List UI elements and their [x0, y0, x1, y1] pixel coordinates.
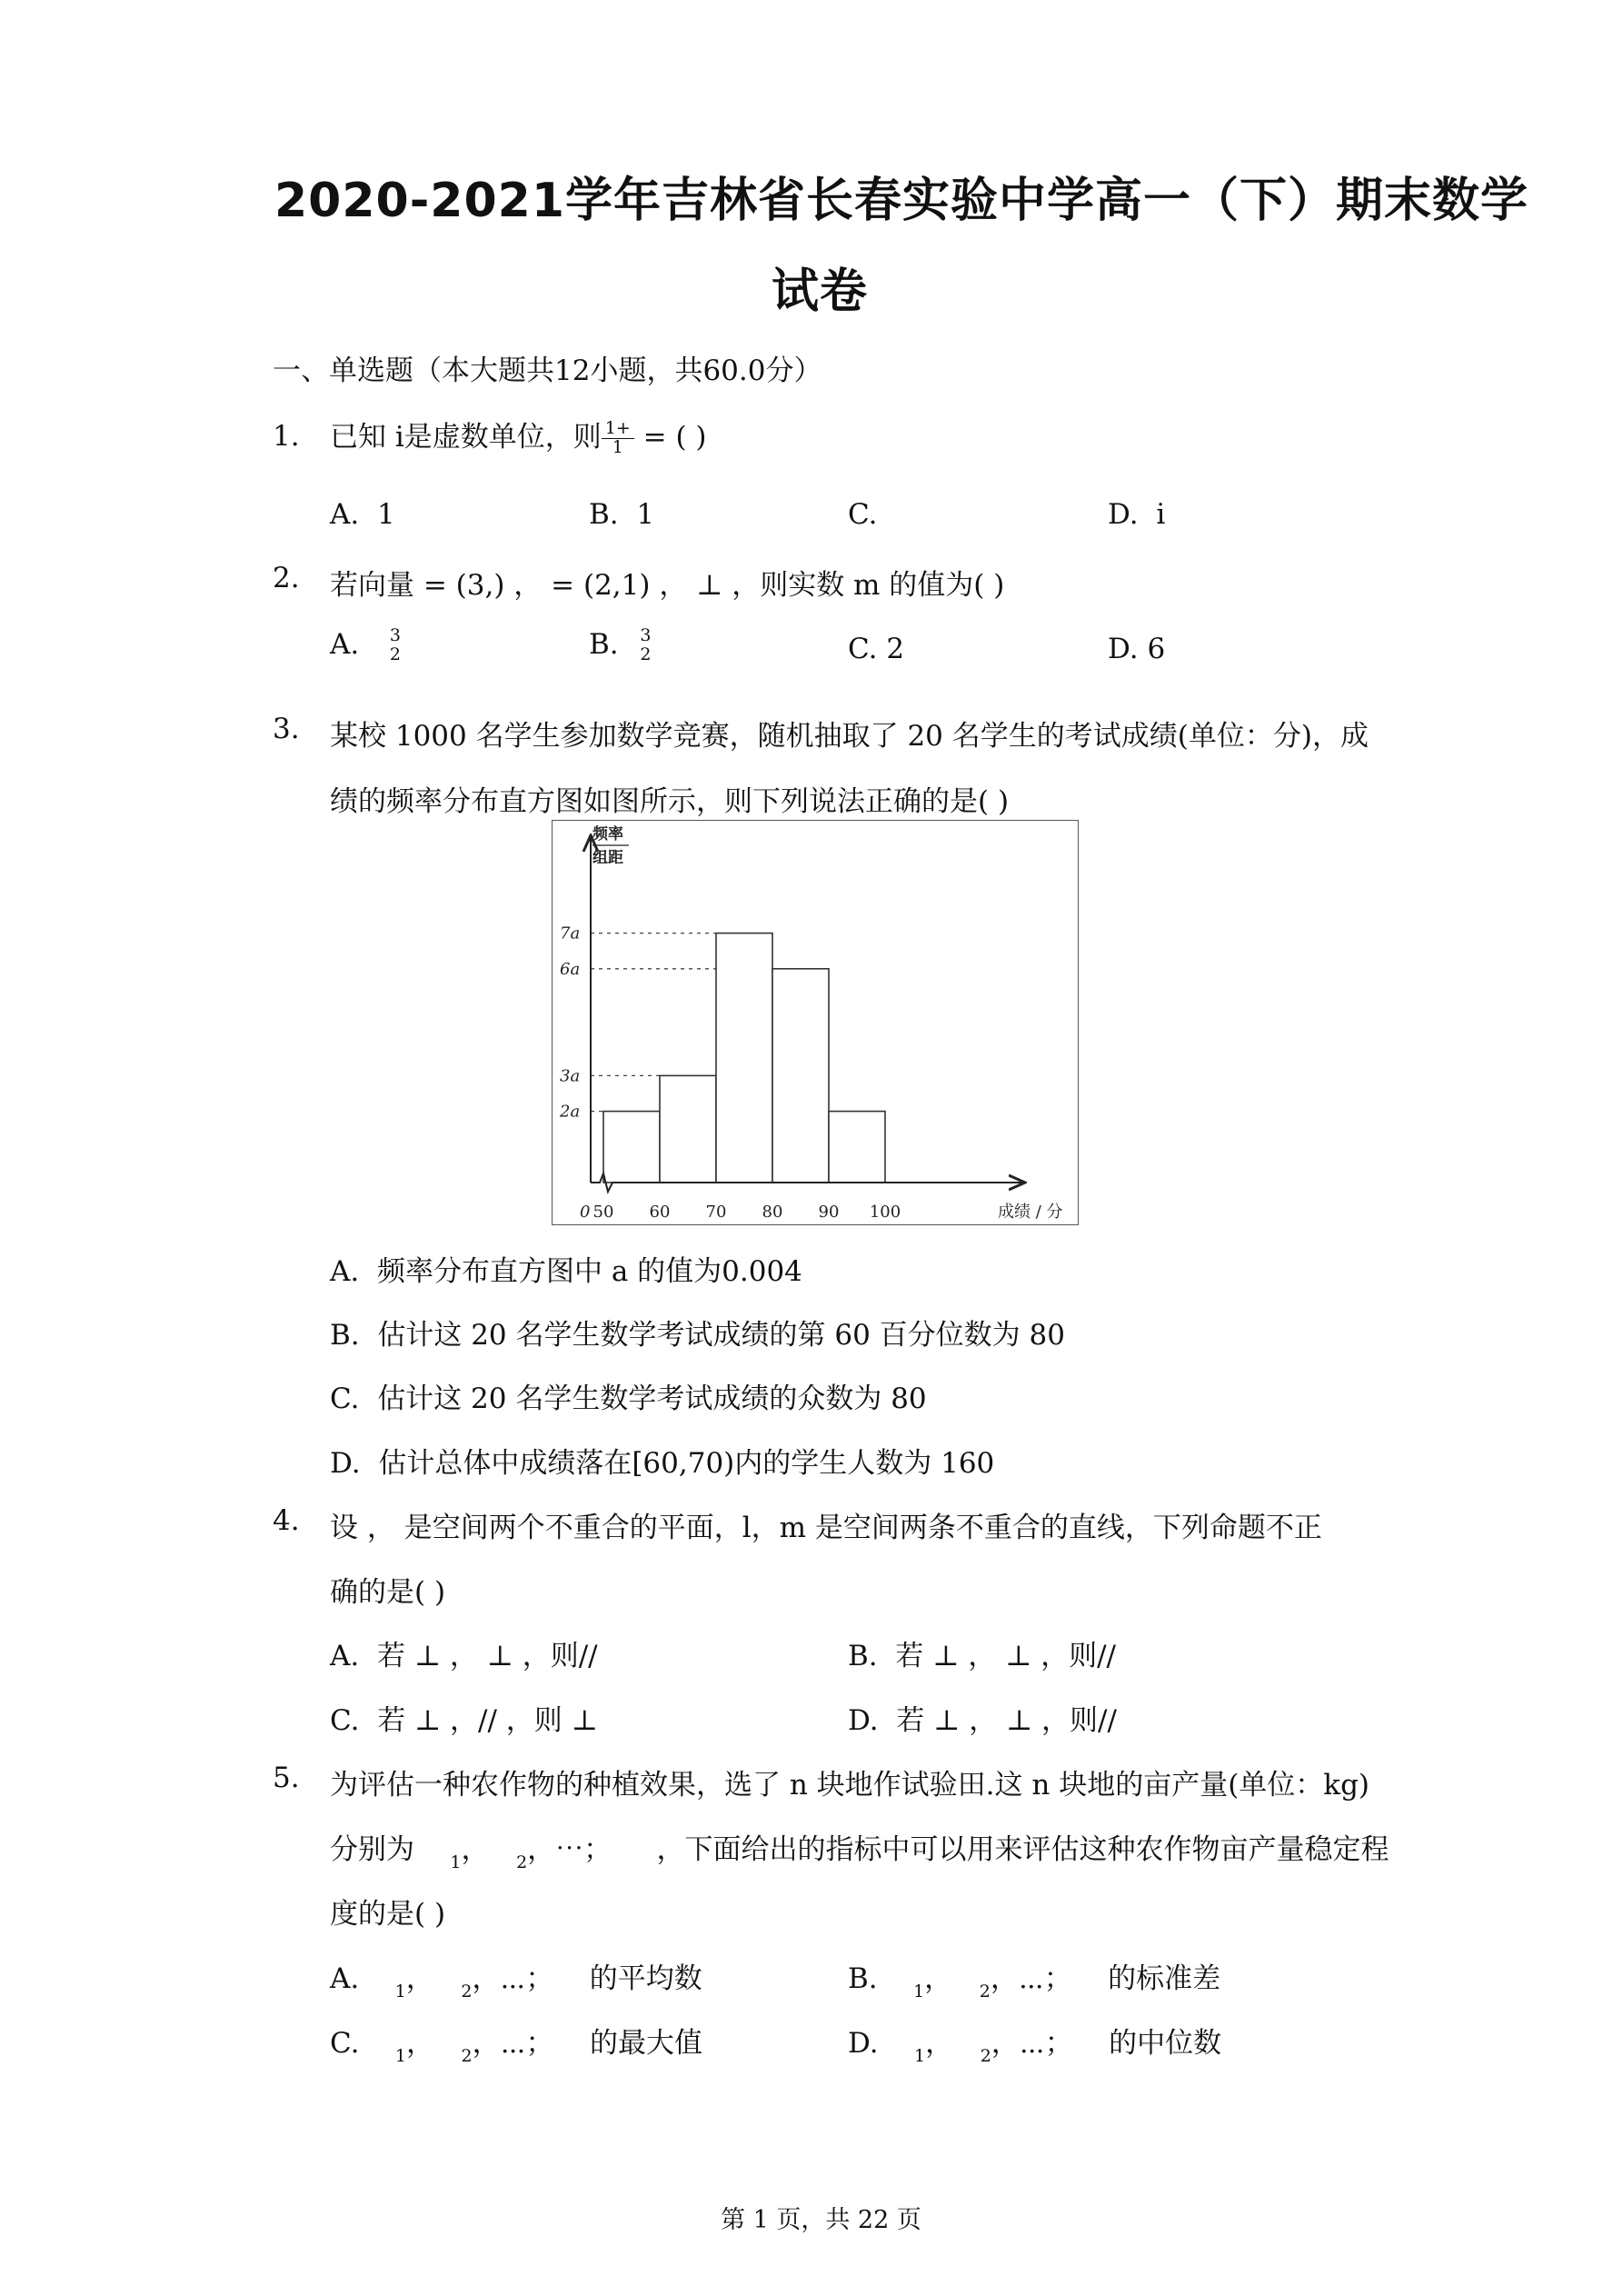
option-label: A. [330, 1640, 360, 1672]
q5-option-b: B. $_1$， $_2$，⋯； 的标准差 [848, 1962, 1221, 2002]
histogram-bar [772, 969, 829, 1183]
option-text: 估计这 20 名学生数学考试成绩的众数为 80 [377, 1383, 927, 1415]
option-text: 6 [1147, 633, 1166, 665]
x-tick-label: 70 [705, 1203, 727, 1222]
option-label: C. [848, 498, 878, 531]
q4-option-d [848, 1697, 1117, 1738]
q3-option-c [330, 1375, 927, 1416]
q3-option-b [330, 1312, 1065, 1353]
subscript: 1 [450, 1852, 462, 1872]
q5-option-d: D. $_1$， $_2$，⋯； 的中位数 [848, 2027, 1222, 2066]
subscript: 2 [516, 1852, 528, 1872]
subscript: 1 [394, 2046, 406, 2066]
option-fraction [386, 627, 404, 664]
option-text: 1 [376, 498, 395, 531]
frequency-histogram [553, 821, 1078, 1224]
subscript: 2 [979, 1982, 991, 2002]
document-title-line2: 试卷 [772, 265, 869, 319]
x-tick-label: 50 [592, 1203, 614, 1222]
y-tick-label: 3a [560, 1066, 581, 1086]
option-label: B. [848, 1640, 878, 1672]
ellipsis: ⋯ [1019, 2027, 1045, 2060]
ellipsis: ⋯ [555, 1833, 584, 1866]
option-label: A. [330, 498, 360, 531]
option-text: 1 [636, 498, 655, 531]
q2-option-b [589, 627, 654, 664]
option-label: C. [330, 1383, 360, 1415]
q5-option-c: C. $_1$， $_2$，⋯； 的最大值 [330, 2027, 702, 2066]
q2-stem: 若向量 = (3,) ， = (2,1) ， ⊥ ，则实数 m 的值为( ) [330, 569, 1005, 602]
histogram-bars [603, 933, 885, 1183]
option-text: 若 ⊥ ，// ，则 ⊥ [377, 1704, 598, 1737]
option-label: C. [330, 1704, 360, 1737]
q1-number: 1. [273, 420, 300, 453]
subscript: 1 [914, 2046, 926, 2066]
q4-number: 4. [273, 1504, 300, 1537]
q5-stem-line2: 分别为 $_1$， $_2$，⋯； ，下面给出的指标中可以用来评估这种农作物亩产量稳定程 [330, 1833, 1389, 1872]
histogram-bar [716, 933, 772, 1183]
q3-option-a [330, 1248, 802, 1289]
option-label: B. [589, 498, 619, 531]
q1-frac-num: 1+ [602, 420, 634, 439]
x-axis-label: 成绩 / 分 [998, 1203, 1063, 1222]
option-label: B. [848, 1962, 878, 1995]
q2-number: 2. [273, 562, 300, 594]
option-text: 2 [886, 633, 905, 665]
frac-den: 2 [640, 644, 652, 664]
option-text: 的平均数 [589, 1962, 702, 1995]
option-label: D. [848, 2027, 879, 2060]
y-tick-label: 7a [560, 923, 581, 943]
document-title-line1: 2020-2021学年吉林省长春实验中学高一（下）期末数学 [274, 174, 1529, 228]
x-tick-label: 90 [818, 1203, 840, 1222]
option-text: i [1156, 498, 1166, 531]
q1-text: 已知 i是虚数单位，则 [330, 421, 602, 454]
y-tick-labels [559, 924, 580, 1122]
option-label: D. [1108, 498, 1139, 531]
q1-option-d [1108, 498, 1165, 531]
option-label: D. [1108, 633, 1139, 665]
subscript: 2 [461, 1982, 473, 2002]
q3-stem-line1: 某校 1000 名学生参加数学竞赛，随机抽取了 20 名学生的考试成绩(单位：分)，成 [330, 720, 1369, 753]
y-label-bottom: 组距 [592, 849, 623, 867]
q5-stem-line3: 度的是( ) [330, 1898, 446, 1931]
frac-den: 2 [389, 644, 401, 664]
frac-num: 3 [636, 627, 654, 646]
q4-option-c [330, 1697, 598, 1738]
ellipsis: ⋯ [1018, 1962, 1044, 1995]
option-text: 若 ⊥ ， ⊥ ，则// [896, 1704, 1117, 1737]
histogram-figure [552, 820, 1079, 1225]
frac-num: 3 [386, 627, 404, 646]
q3-number: 3. [273, 713, 300, 745]
q5-number: 5. [273, 1762, 300, 1794]
subscript: 2 [461, 2046, 473, 2066]
q4-stem-line1: 设 ， 是空间两个不重合的平面，l，m 是空间两条不重合的直线，下列命题不正 [330, 1512, 1322, 1544]
option-text: 的最大值 [589, 2027, 702, 2060]
histogram-bar [603, 1112, 660, 1183]
option-text: 估计总体中成绩落在[60,70)内的学生人数为 160 [378, 1447, 995, 1480]
subscript: 1 [394, 1982, 406, 2002]
q2-option-c [848, 633, 904, 665]
section-header: 一、单选题（本大题共12小题，共60.0分） [273, 354, 822, 387]
origin-label: 0 [580, 1203, 591, 1222]
option-label: C. [330, 2027, 360, 2060]
option-text: 的中位数 [1109, 2027, 1222, 2060]
option-fraction [636, 627, 654, 664]
ellipsis: ⋯ [500, 1962, 526, 1995]
q5-option-a: A. $_1$， $_2$，⋯； 的平均数 [330, 1962, 702, 2002]
q4-stem-line2: 确的是( ) [330, 1576, 446, 1609]
histogram-bar [660, 1075, 716, 1183]
q4-option-b [848, 1632, 1116, 1673]
q5-text: 分别为 [330, 1833, 414, 1866]
histogram-bar [829, 1112, 885, 1183]
option-text: 的标准差 [1108, 1962, 1221, 1995]
ellipsis: ⋯ [500, 2027, 526, 2060]
option-label: A. [330, 1962, 360, 1995]
q2-option-a [330, 627, 404, 664]
option-text: 频率分布直方图中 a 的值为0.004 [376, 1255, 802, 1288]
subscript: 1 [913, 1982, 925, 2002]
option-label: A. [330, 1255, 360, 1288]
option-text: 若 ⊥ ， ⊥ ，则// [895, 1640, 1116, 1672]
x-tick-label: 60 [649, 1203, 671, 1222]
x-tick-label: 100 [869, 1203, 901, 1222]
page-footer: 第 1 页，共 22 页 [721, 2206, 921, 2234]
option-label: D. [848, 1704, 879, 1737]
q1-frac-den: 1 [612, 437, 623, 457]
q4-option-a [330, 1632, 598, 1673]
x-tick-labels [593, 1203, 901, 1222]
q1-text-end: = ( ) [642, 421, 707, 454]
option-label: D. [330, 1447, 361, 1480]
q1-option-a [330, 498, 395, 531]
y-label-top: 频率 [592, 825, 623, 844]
option-text: 若 ⊥ ， ⊥ ，则// [376, 1640, 598, 1672]
option-label: A. [330, 627, 360, 661]
q5-text: ，下面给出的指标中可以用来评估这种农作物亩产量稳定程 [656, 1833, 1389, 1866]
q2-option-d [1108, 633, 1165, 665]
q3-stem-line2: 绩的频率分布直方图如图所示，则下列说法正确的是( ) [330, 785, 1010, 818]
option-text: 估计这 20 名学生数学考试成绩的第 60 百分位数为 80 [377, 1319, 1065, 1352]
option-label: B. [330, 1319, 360, 1352]
x-tick-label: 80 [762, 1203, 783, 1222]
option-label: B. [589, 627, 619, 661]
y-tick-label: 2a [560, 1102, 581, 1122]
y-tick-label: 6a [560, 959, 581, 979]
q1-stem [330, 414, 707, 457]
q5-stem-line1: 为评估一种农作物的种植效果，选了 n 块地作试验田.这 n 块地的亩产量(单位：kg) [330, 1769, 1370, 1802]
q3-option-d [330, 1440, 994, 1481]
q1-fraction [602, 420, 634, 457]
subscript: 2 [980, 2046, 991, 2066]
q1-option-b [589, 498, 654, 531]
q1-option-c [848, 498, 877, 531]
option-label: C. [848, 633, 878, 665]
